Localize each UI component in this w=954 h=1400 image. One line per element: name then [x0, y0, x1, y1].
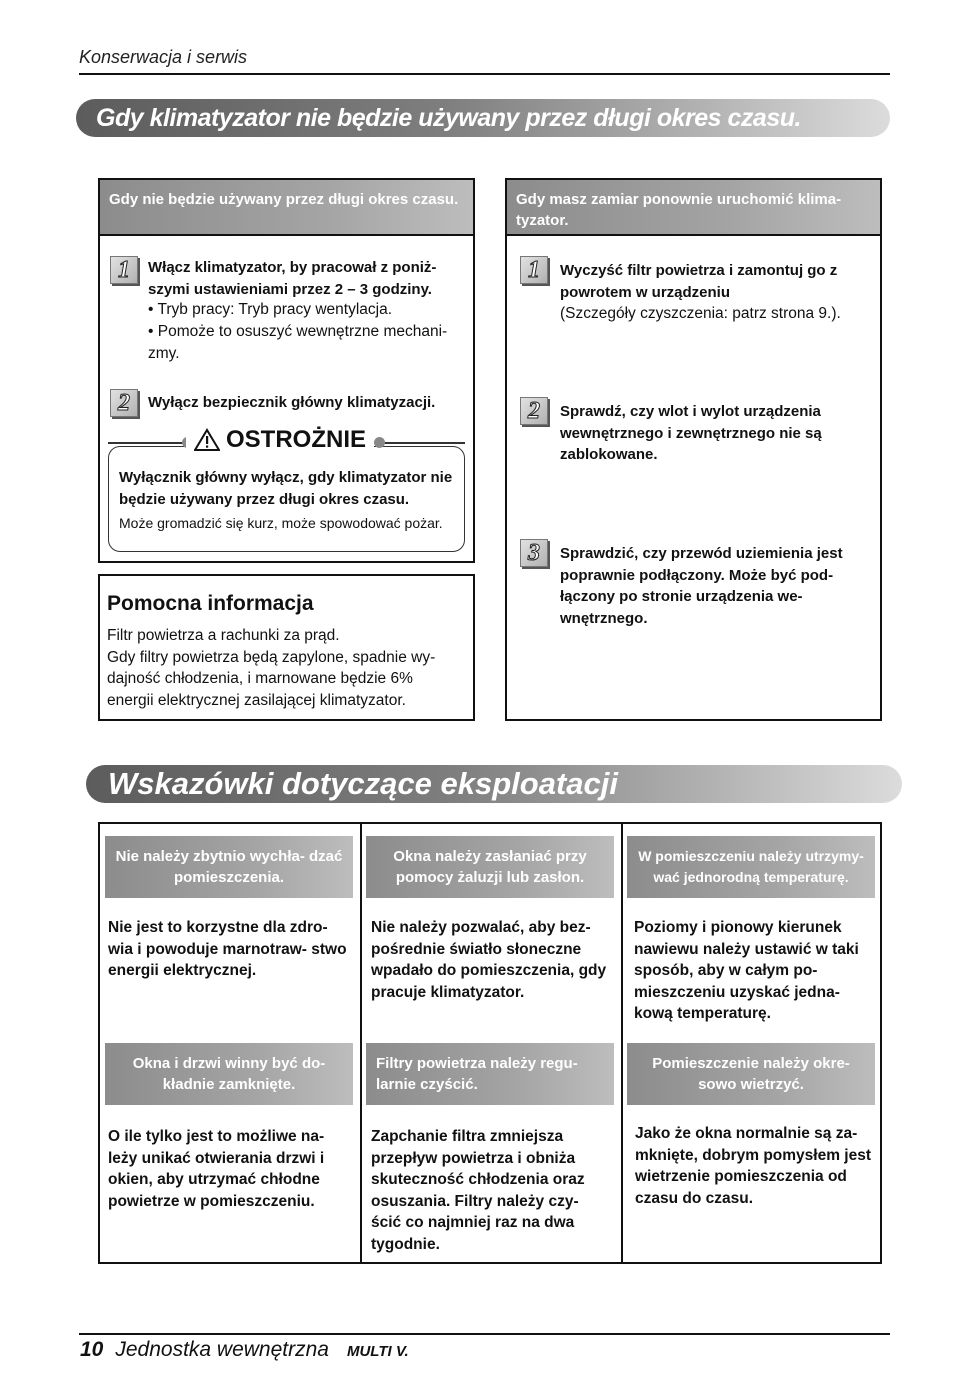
left-step-2: Wyłącz bezpiecznik główny klimatyzacji. — [148, 394, 436, 411]
help-line-4: energii elektrycznej zasilającej klimatyzator. — [107, 691, 406, 709]
help-line-3: dajność chłodzenia, i marnowane będzie 6% — [107, 670, 413, 687]
tip-body-4: O ile tylko jest to możliwe na- leży unikać otwierania drzwi i okien, aby utrzymać chłodne powietrze w pomieszczeniu. — [108, 1128, 325, 1210]
warning-icon — [194, 428, 220, 452]
bottom-rule — [79, 1333, 890, 1335]
box-restart-heading: Gdy masz zamiar ponownie uruchomić klima- tyzator. — [507, 180, 880, 236]
caution-line-left — [108, 442, 186, 444]
step-badge-2: 2 — [110, 389, 138, 417]
section-header: Konserwacja i serwis — [79, 47, 248, 67]
help-line-1: Filtr powietrza a rachunki za prąd. — [107, 627, 340, 644]
page-number: 10 — [80, 1338, 104, 1361]
tip-heading-3: W pomieszczeniu należy utrzymy- wać jednorodną temperaturę. — [627, 836, 875, 898]
caution-bold-text: Wyłącznik główny wyłącz, gdy klimatyzator nie będzie używany przez długi okres czasu. — [119, 469, 453, 508]
box-not-used-heading: Gdy nie będzie używany przez długi okres czasu. — [100, 180, 473, 236]
tip-body-2: Nie należy pozwalać, aby bez- pośrednie światło słoneczne wpadało do pomieszczenia, gdy pracuje klimatyzator. — [371, 919, 607, 1001]
caution-line-right — [376, 442, 465, 444]
grid-divider-1 — [360, 824, 362, 1262]
left-step-1-bullet-2: • Pomoże to osuszyć wewnętrzne mechani- zmy. — [148, 323, 448, 362]
help-title: Pomocna informacja — [107, 592, 314, 615]
right-step-badge-3: 3 — [520, 539, 548, 567]
right-step-badge-1: 1 — [520, 256, 548, 284]
right-step-2: Sprawdź, czy wlot i wylot urządzenia wewnętrznego i zewnętrznego nie są zablokowane. — [560, 403, 822, 463]
tip-heading-5: Filtry powietrza należy regu- larnie czyścić. — [366, 1043, 614, 1105]
grid-divider-2 — [621, 824, 623, 1262]
tip-heading-6: Pomieszczenie należy okre- sowo wietrzyć. — [627, 1043, 875, 1105]
tip-heading-2: Okna należy zasłaniać przy pomocy żaluzji lub zasłon. — [366, 836, 614, 898]
caution-note: Może gromadzić się kurz, może spowodować pożar. — [119, 515, 443, 531]
tip-heading-1: Nie należy zbytnio wychła- dzać pomieszczenia. — [105, 836, 353, 898]
right-step-1: Wyczyść filtr powietrza i zamontuj go z powrotem w urządzeniu — [560, 262, 838, 301]
tip-body-1: Nie jest to korzystne dla zdro- wia i powoduje marnotraw- stwo energii elektrycznej. — [108, 919, 347, 979]
right-step-1-note: (Szczegóły czyszczenia: patrz strona 9.). — [560, 305, 841, 322]
caution-title — [186, 426, 374, 454]
caution-dot-right — [374, 437, 385, 448]
tip-heading-4: Okna i drzwi winny być do- kładnie zamknięte. — [105, 1043, 353, 1105]
tip-body-3: Poziomy i pionowy kierunek nawiewu należy ustawić w taki sposób, aby w całym po- mieszczeniu uzyskać jedna- kową temperaturę. — [634, 919, 859, 1022]
caution-title-text: OSTROŻNIE — [226, 426, 367, 453]
left-step-1-bullet-1: • Tryb pracy: Tryb pracy wentylacja. — [148, 301, 393, 318]
banner-operation-tips: Wskazówki dotyczące eksploatacji — [86, 765, 902, 803]
banner-long-unused: Gdy klimatyzator nie będzie używany przez długi okres czasu. — [76, 99, 890, 137]
left-step-1: Włącz klimatyzator, by pracował z poniż- szymi ustawieniami przez 2 – 3 godziny. — [148, 259, 437, 298]
footer — [80, 1338, 409, 1362]
right-step-3: Sprawdzić, czy przewód uziemienia jest poprawnie podłączony. Może być pod- łączony po stronie urządzenia we- wnętrznego. — [560, 545, 843, 627]
right-step-badge-2: 2 — [520, 397, 548, 425]
help-line-2: Gdy filtry powietrza będą zapylone, spadnie wy- — [107, 648, 436, 666]
footer-title: Jednostka wewnętrzna — [115, 1338, 329, 1361]
tip-body-5: Zapchanie filtra zmniejsza przepływ powietrza i obniża skuteczność chłodzenia oraz osuszania. Filtry należy czy- ścić co najmniej raz na dwa tygodnie. — [371, 1128, 585, 1253]
tip-body-6: Jako że okna normalnie są za- mknięte, dobrym pomysłem jest wietrzenie pomieszczenia od czasu do czasu. — [635, 1125, 872, 1207]
top-rule — [79, 73, 890, 75]
multi-v-logo: MULTI V. — [346, 1343, 409, 1360]
step-badge-1: 1 — [110, 256, 138, 284]
help-text — [107, 625, 467, 711]
